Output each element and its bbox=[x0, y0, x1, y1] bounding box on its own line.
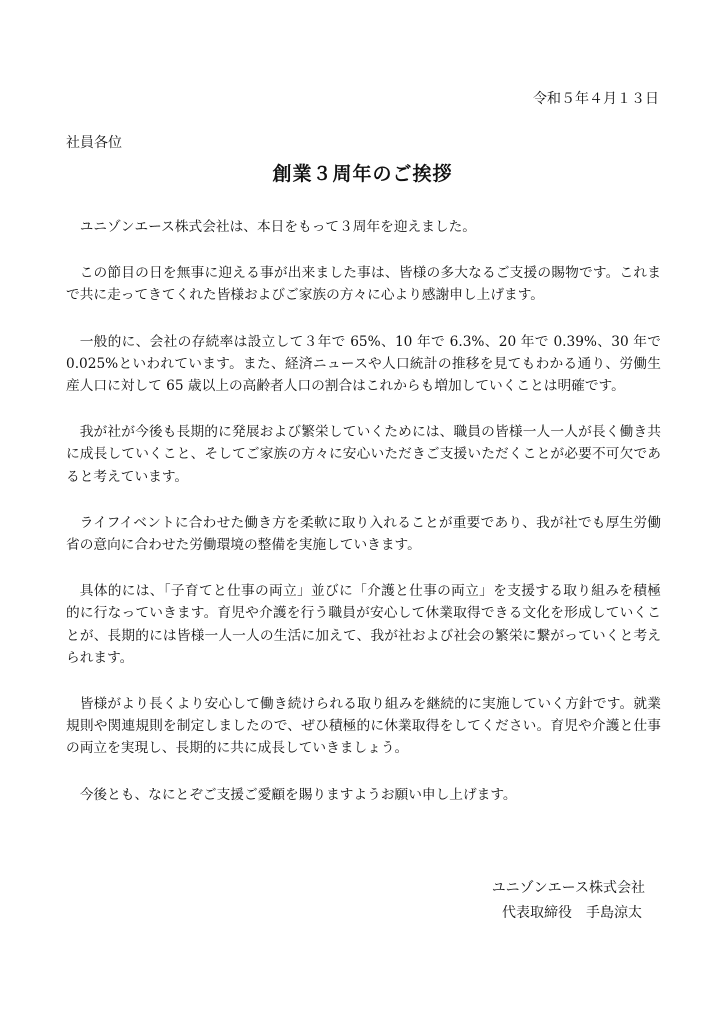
addressee: 社員各位 bbox=[66, 135, 122, 151]
paragraph-6: 具体的には、「子育てと仕事の両立」並びに「介護と仕事の両立」を支援する取り組みを積極的に行なっていきます。育児や介護を行う職員が安心して休業取得できる文化を形成していくことが、長期的には皆様一人一人の生活に加えて、我が社および社会の繁栄に繋がっていくと考えられます。 bbox=[66, 583, 661, 666]
paragraph-1: ユニゾンエース株式会社は、本日をもって３周年を迎えました。 bbox=[79, 219, 476, 235]
paragraph-5: ライフイベントに合わせた働き方を柔軟に取り入れることが重要であり、我が社でも厚生労働省の意向に合わせた労働環境の整備を実施していきます。 bbox=[66, 514, 661, 554]
signature-block bbox=[492, 876, 645, 926]
paragraph-4: 我が社が今後も長期的に発展および繁栄していくためには、職員の皆様一人一人が長く働き共に成長していくこと、そしてご家族の方々に安心いただきご支援いただくことが必要不可欠であると考えています。 bbox=[66, 424, 661, 485]
paragraph-8: 今後とも、なにとぞご支援ご愛顧を賜りますようお願い申し上げます。 bbox=[79, 786, 517, 803]
paragraph-7: 皆様がより長くより安心して働き続けられる取り組みを継続的に実施していく方針です。就業規則や関連規則を制定しましたので、ぜひ積極的に休業取得をしてください。育児や介護と仕事の両立を実現し、長期的に共に成長していきましょう。 bbox=[66, 696, 661, 757]
signatory: 代表取締役 手島涼太 bbox=[502, 905, 642, 921]
letter-body bbox=[66, 216, 661, 830]
letter-title: 創業３周年のご挨拶 bbox=[272, 163, 453, 185]
letter-date: 令和５年４月１３日 bbox=[533, 91, 659, 107]
paragraph-2: この節目の日を無事に迎える事が出来ました事は、皆様の多大なるご支援の賜物です。これまで共に走ってきてくれた皆様およびご家族の方々に心より感謝申し上げます。 bbox=[66, 265, 661, 304]
paragraph-3: 一般的に、会社の存続率は設立して３年で 65%、10 年で 6.3%、20 年で 0.39%、30 年で 0.025%といわれています。また、経済ニュースや人口統計の推移を見てもわかる通り、労働生産人口に対して 65 歳以上の高齢者人口の割合はこれからも増加していくことは明確です。 bbox=[66, 333, 661, 395]
company-name: ユニゾンエース株式会社 bbox=[491, 880, 645, 896]
